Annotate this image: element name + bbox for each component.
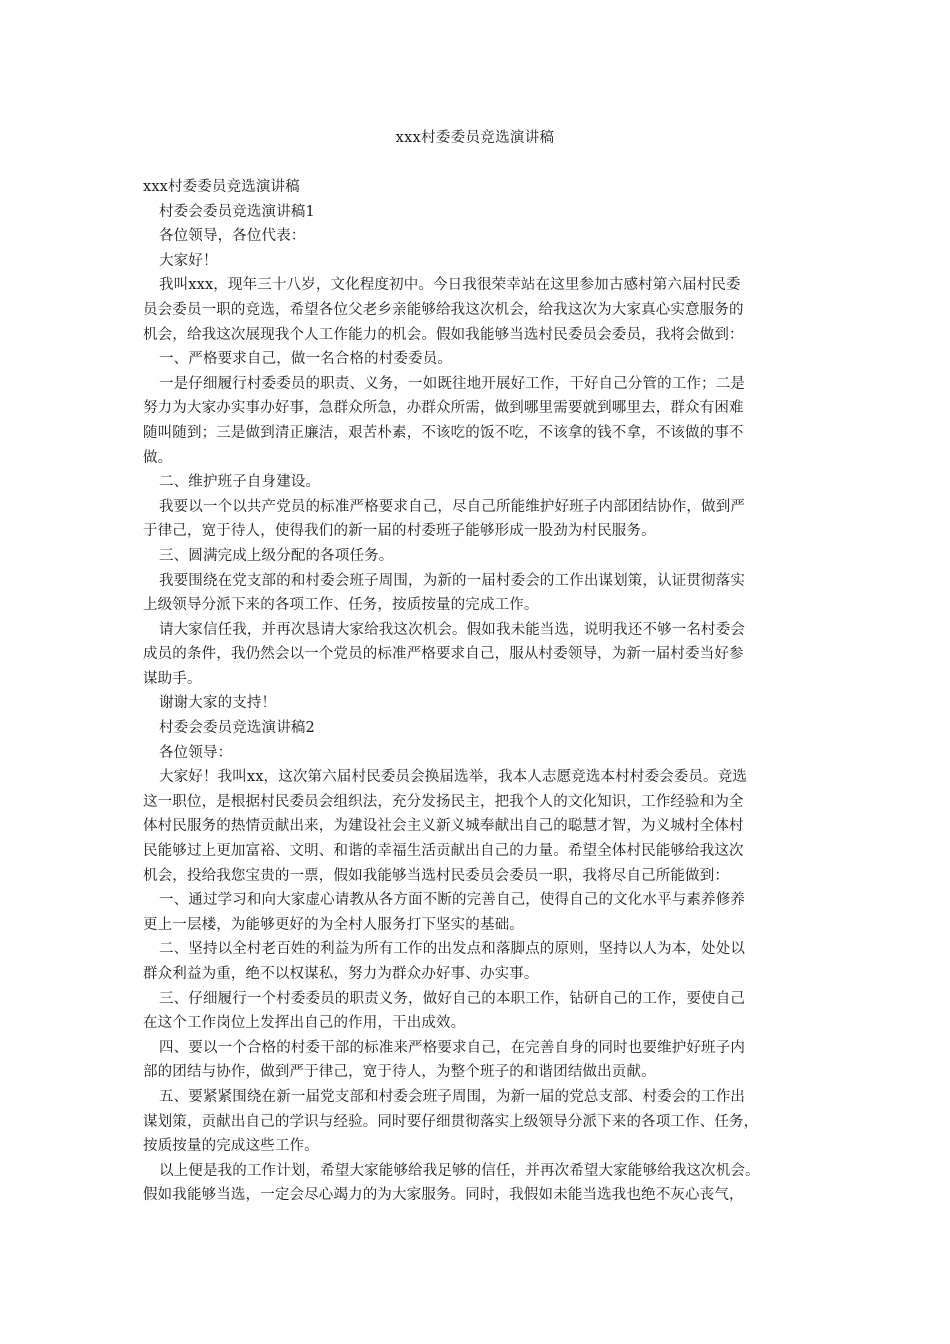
text-line: 民能够过上更加富裕、文明、和谐的幸福生活贡献出自己的力量。希望全体村民能够给我这次 bbox=[143, 843, 744, 860]
paragraph bbox=[143, 741, 809, 766]
text-line: 我叫xxx，现年三十八岁，文化程度初中。今日我很荣幸站在这里参加古感村第六届村民委 bbox=[159, 277, 741, 294]
text-line: 机会，给我这次展现我个人工作能力的机会。假如我能够当选村民委员会委员，我将会做到： bbox=[143, 326, 744, 343]
text-line: xxx村委委员竞选演讲稿 bbox=[143, 179, 300, 195]
text-line: 谢谢大家的支持！ bbox=[159, 695, 277, 712]
text-line: 大家好！ bbox=[159, 252, 218, 269]
text-line: 谋助手。 bbox=[143, 670, 202, 687]
text-line: 请大家信任我，并再次恳请大家给我这次机会。假如我未能当选，说明我还不够一名村委会 bbox=[159, 621, 745, 638]
text-line: 村委会委员竞选演讲稿2 bbox=[159, 720, 315, 737]
paragraph bbox=[143, 1085, 809, 1159]
paragraph bbox=[143, 888, 809, 937]
text-line: 我要围绕在党支部的和村委会班子周围，为新的一届村委会的工作出谋划策，认证贯彻落实 bbox=[159, 572, 745, 589]
text-line: 员会委员一职的竞选，希望各位父老乡亲能够给我这次机会，给我这次为大家真心实意服务的 bbox=[143, 301, 744, 318]
text-line: 这一职位，是根据村民委员会组织法，充分发扬民主，把我个人的文化知识，工作经验和为全 bbox=[143, 793, 744, 810]
text-line: 上级领导分派下来的各项工作、任务，按质按量的完成工作。 bbox=[143, 597, 539, 614]
paragraph bbox=[143, 273, 809, 347]
document-body bbox=[143, 175, 809, 1208]
text-line: 在这个工作岗位上发挥出自己的作用，干出成效。 bbox=[143, 1015, 466, 1032]
paragraph bbox=[143, 618, 809, 692]
paragraph bbox=[143, 569, 809, 618]
document-title: xxx村委委员竞选演讲稿 bbox=[395, 130, 555, 146]
text-line: 二、维护班子自身建设。 bbox=[159, 474, 321, 491]
paragraph bbox=[143, 1036, 809, 1085]
text-line: 按质按量的完成这些工作。 bbox=[143, 1138, 319, 1155]
text-line: 成员的条件，我仍然会以一个党员的标准严格要求自己，服从村委领导，为新一届村委当好参 bbox=[143, 646, 744, 663]
text-line: 大家好！我叫xx，这次第六届村民委员会换届选举，我本人志愿竞选本村村委会委员。竞选 bbox=[159, 769, 748, 786]
text-line: 努力为大家办实事办好事，急群众所急，办群众所需，做到哪里需要就到哪里去，群众有困难 bbox=[143, 400, 744, 417]
text-line: 一、严格要求自己，做一名合格的村委委员。 bbox=[159, 351, 452, 368]
text-line: 于律己，宽于待人，使得我们的新一届的村委班子能够形成一股劲为村民服务。 bbox=[143, 523, 656, 540]
text-line: 谋划策，贡献出自己的学识与经验。同时要仔细贯彻落实上级领导分派下来的各项工作、任务， bbox=[143, 1113, 759, 1130]
text-line: 以上便是我的工作计划，希望大家能够给我足够的信任，并再次希望大家能够给我这次机会。 bbox=[159, 1162, 760, 1179]
paragraph bbox=[143, 249, 809, 274]
paragraph bbox=[143, 765, 809, 888]
paragraph bbox=[143, 470, 809, 495]
paragraph bbox=[143, 224, 809, 249]
paragraph bbox=[143, 175, 809, 200]
paragraph bbox=[143, 200, 809, 225]
paragraph bbox=[143, 716, 809, 741]
paragraph bbox=[143, 691, 809, 716]
text-line: 部的团结与协作，做到严于律己，宽于待人，为整个班子的和谐团结做出贡献。 bbox=[143, 1064, 656, 1081]
text-line: 更上一层楼，为能够更好的为全村人服务打下坚实的基础。 bbox=[143, 916, 524, 933]
paragraph bbox=[143, 372, 809, 470]
text-line: 四、要以一个合格的村委干部的标准来严格要求自己，在完善自身的同时也要维护好班子内 bbox=[159, 1039, 745, 1056]
text-line: 五、要紧紧围绕在新一届党支部和村委会班子周围，为新一届的党总支部、村委会的工作出 bbox=[159, 1088, 745, 1105]
text-line: 各位领导，各位代表： bbox=[159, 228, 306, 245]
paragraph bbox=[143, 495, 809, 544]
text-line: 一、通过学习和向大家虚心请教从各方面不断的完善自己，使得自己的文化水平与素养修养 bbox=[159, 892, 745, 909]
text-line: 一是仔细履行村委委员的职责、义务，一如既往地开展好工作，干好自己分管的工作；二是 bbox=[159, 375, 745, 392]
text-line: 三、圆满完成上级分配的各项任务。 bbox=[159, 547, 394, 564]
paragraph bbox=[143, 1159, 809, 1208]
paragraph bbox=[143, 544, 809, 569]
paragraph bbox=[143, 347, 809, 372]
text-line: 三、仔细履行一个村委委员的职责义务，做好自己的本职工作，钻研自己的工作，要使自己 bbox=[159, 990, 745, 1007]
text-line: 我要以一个以共产党员的标准严格要求自己，尽自己所能维护好班子内部团结协作，做到严 bbox=[159, 498, 745, 515]
text-line: 二、坚持以全村老百姓的利益为所有工作的出发点和落脚点的原则，坚持以人为本，处处以 bbox=[159, 941, 745, 958]
paragraph bbox=[143, 987, 809, 1036]
text-line: 随叫随到；三是做到清正廉洁，艰苦朴素，不该吃的饭不吃，不该拿的钱不拿，不该做的事不 bbox=[143, 424, 744, 441]
paragraph bbox=[143, 937, 809, 986]
text-line: 各位领导： bbox=[159, 744, 233, 761]
text-line: 做。 bbox=[143, 449, 173, 466]
text-line: 机会，投给我您宝贵的一票，假如我能够当选村民委员会委员一职，我将尽自己所能做到： bbox=[143, 867, 729, 884]
text-line: 假如我能够当选，一定会尽心竭力的为大家服务。同时，我假如未能当选我也绝不灰心丧气， bbox=[143, 1187, 744, 1204]
text-line: 群众利益为重，绝不以权谋私，努力为群众办好事、办实事。 bbox=[143, 966, 539, 982]
text-line: 村委会委员竞选演讲稿1 bbox=[159, 203, 315, 220]
text-line: 体村民服务的热情贡献出来，为建设社会主义新义城奉献出自己的聪慧才智，为义城村全体村 bbox=[143, 818, 744, 835]
